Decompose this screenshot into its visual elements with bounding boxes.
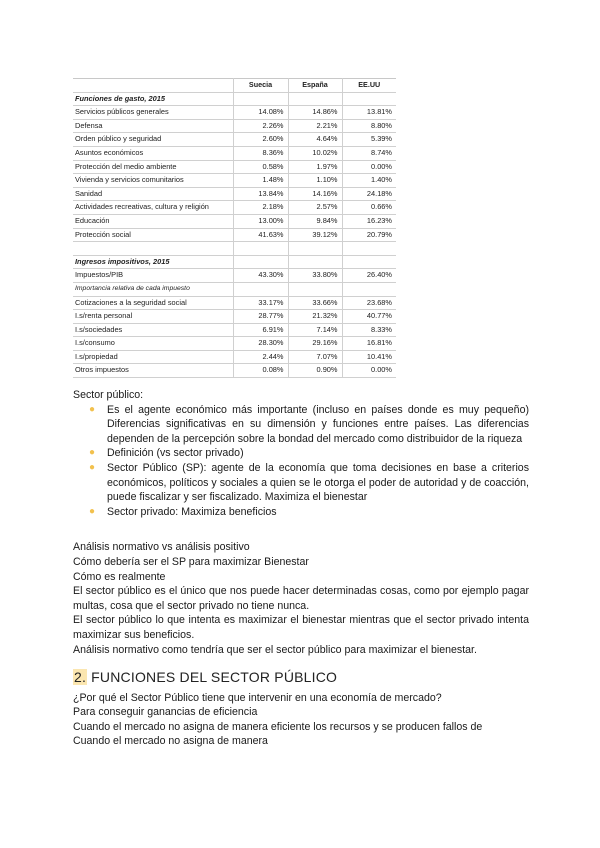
paragraph-line: Cómo debería ser el SP para maximizar Bienestar — [73, 555, 309, 568]
value-cell — [288, 255, 342, 269]
header-cell-blank — [73, 79, 233, 93]
value-cell: 2.26% — [233, 119, 288, 133]
row-label-cell: Servicios públicos generales — [73, 106, 233, 120]
value-cell: 13.00% — [233, 214, 288, 228]
value-cell: 14.86% — [288, 106, 342, 120]
value-cell: 28.77% — [233, 310, 288, 324]
row-label-cell: I.s/propiedad — [73, 350, 233, 364]
row-label-cell: Sanidad — [73, 187, 233, 201]
bullet-icon: ● — [89, 447, 96, 459]
value-cell: 14.08% — [233, 106, 288, 120]
expenditure-revenue-table — [73, 78, 396, 378]
table-row — [73, 323, 396, 337]
value-cell — [233, 255, 288, 269]
value-cell: 4.64% — [288, 133, 342, 147]
row-label-cell: Actividades recreativas, cultura y religión — [73, 201, 233, 215]
table-row — [73, 174, 396, 188]
table-row — [73, 269, 396, 283]
paragraph-line: Análisis normativo vs análisis positivo — [73, 541, 250, 554]
section-title: FUNCIONES DEL SECTOR PÚBLICO — [91, 669, 338, 686]
value-cell: 2.60% — [233, 133, 288, 147]
section-heading — [73, 670, 529, 685]
value-cell: 6.91% — [233, 323, 288, 337]
table-row — [73, 310, 396, 324]
row-label-cell: Asuntos económicos — [73, 146, 233, 160]
row-label-cell: Vivienda y servicios comunitarios — [73, 174, 233, 188]
table-row — [73, 187, 396, 201]
table-row — [73, 296, 396, 310]
table-row — [73, 92, 396, 106]
bullet-icon: ● — [89, 505, 96, 517]
sector-publico-list — [73, 403, 529, 520]
value-cell — [233, 92, 288, 106]
row-label-cell: Protección del medio ambiente — [73, 160, 233, 174]
value-cell — [342, 255, 396, 269]
value-cell — [288, 242, 342, 256]
value-cell: 1.10% — [288, 174, 342, 188]
value-cell: 0.00% — [342, 364, 396, 378]
value-cell: 2.44% — [233, 350, 288, 364]
value-cell: 0.00% — [342, 160, 396, 174]
value-cell: 16.81% — [342, 337, 396, 351]
value-cell: 21.32% — [288, 310, 342, 324]
value-cell — [233, 282, 288, 296]
value-cell: 8.33% — [342, 323, 396, 337]
row-label-cell: Orden público y seguridad — [73, 133, 233, 147]
value-cell: 39.12% — [288, 228, 342, 242]
bullet-icon: ● — [89, 403, 96, 415]
header-cell: España — [288, 79, 342, 93]
paragraph-line: Cómo es realmente — [73, 570, 166, 583]
table-row — [73, 350, 396, 364]
list-item: ● Es el agente económico más importante (incluso en países donde es muy pequeño) Diferencias significativas en su dimensión y funciones entre países. Las diferencias dependen de la percepción sobre la bondad del mercado como distribuidor de la riqueza — [89, 403, 529, 445]
row-label-cell: Importancia relativa de cada impuesto — [73, 282, 233, 296]
row-label-cell: Cotizaciones a la seguridad social — [73, 296, 233, 310]
paragraph-line: Análisis normativo como tendría que ser el sector público para maximizar el bienestar. — [73, 643, 477, 656]
header-cell: Suecia — [233, 79, 288, 93]
value-cell — [342, 242, 396, 256]
row-label-cell: I.s/renta personal — [73, 310, 233, 324]
value-cell: 1.97% — [288, 160, 342, 174]
list-item: ● Sector Público (SP): agente de la economía que toma decisiones en base a criterios económicos, políticos y sociales a quien se le otorga el poder de autoridad y de coacción, puede fiscalizar y ser fiscalizado. Maximiza el bienestar — [89, 461, 529, 504]
value-cell: 1.40% — [342, 174, 396, 188]
value-cell: 10.02% — [288, 146, 342, 160]
paragraph-line: El sector público es el único que nos puede hacer determinadas cosas, como por ejemplo pagar multas, cosa que el sector privado no tiene nunca. — [73, 585, 529, 612]
value-cell: 7.07% — [288, 350, 342, 364]
value-cell: 2.18% — [233, 201, 288, 215]
value-cell: 2.57% — [288, 201, 342, 215]
value-cell: 16.23% — [342, 214, 396, 228]
row-label-cell: Ingresos impositivos, 2015 — [73, 255, 233, 269]
value-cell: 40.77% — [342, 310, 396, 324]
section-number: 2. — [74, 669, 87, 686]
value-cell: 5.39% — [342, 133, 396, 147]
value-cell: 8.80% — [342, 119, 396, 133]
value-cell: 28.30% — [233, 337, 288, 351]
value-cell: 2.21% — [288, 119, 342, 133]
table-row — [73, 201, 396, 215]
value-cell: 33.80% — [288, 269, 342, 283]
value-cell: 0.90% — [288, 364, 342, 378]
paragraph-line: Cuando el mercado no asigna de manera eficiente los recursos y se producen fallos de — [73, 720, 483, 733]
table-row — [73, 282, 396, 296]
list-item: ● Sector privado: Maximiza beneficios — [89, 505, 277, 518]
value-cell: 14.16% — [288, 187, 342, 201]
header-cell: EE.UU — [342, 79, 396, 93]
table-row — [73, 364, 396, 378]
value-cell: 41.63% — [233, 228, 288, 242]
value-cell — [288, 92, 342, 106]
value-cell: 26.40% — [342, 269, 396, 283]
table-row — [73, 337, 396, 351]
list-item: ● Definición (vs sector privado) — [89, 447, 244, 460]
row-label-cell: Otros impuestos — [73, 364, 233, 378]
row-label-cell: Impuestos/PIB — [73, 269, 233, 283]
table-row — [73, 214, 396, 228]
value-cell: 8.74% — [342, 146, 396, 160]
sector-publico-title: Sector público: — [73, 389, 144, 401]
table-row — [73, 133, 396, 147]
value-cell: 23.68% — [342, 296, 396, 310]
value-cell: 13.84% — [233, 187, 288, 201]
row-label-cell: Defensa — [73, 119, 233, 133]
value-cell: 1.48% — [233, 174, 288, 188]
value-cell — [342, 92, 396, 106]
table-row — [73, 146, 396, 160]
row-label-cell: Funciones de gasto, 2015 — [73, 92, 233, 106]
document-body — [73, 388, 529, 749]
value-cell: 20.79% — [342, 228, 396, 242]
value-cell: 24.18% — [342, 187, 396, 201]
value-cell: 10.41% — [342, 350, 396, 364]
value-cell: 43.30% — [233, 269, 288, 283]
table-header-row — [73, 79, 396, 93]
value-cell: 9.84% — [288, 214, 342, 228]
table-row — [73, 119, 396, 133]
value-cell: 29.16% — [288, 337, 342, 351]
value-cell: 33.17% — [233, 296, 288, 310]
row-label-cell: Educación — [73, 214, 233, 228]
value-cell: 13.81% — [342, 106, 396, 120]
paragraph-line: ¿Por qué el Sector Público tiene que intervenir en una economía de mercado? — [73, 691, 442, 704]
value-cell: 8.36% — [233, 146, 288, 160]
data-table-image — [73, 78, 396, 378]
row-label-cell: I.s/sociedades — [73, 323, 233, 337]
value-cell: 7.14% — [288, 323, 342, 337]
table-row — [73, 255, 396, 269]
table-row — [73, 160, 396, 174]
row-label-cell — [73, 242, 233, 256]
paragraph-line: Para conseguir ganancias de eficiencia — [73, 706, 258, 719]
value-cell: 0.58% — [233, 160, 288, 174]
value-cell — [288, 282, 342, 296]
paragraph-line: El sector público lo que intenta es maximizar el bienestar mientras que el sector privado intenta maximizar sus beneficios. — [73, 614, 529, 641]
bullet-icon: ● — [89, 461, 96, 473]
table-row — [73, 106, 396, 120]
value-cell: 33.66% — [288, 296, 342, 310]
paragraph-line: Cuando el mercado no asigna de manera — [73, 735, 268, 748]
value-cell: 0.08% — [233, 364, 288, 378]
table-row — [73, 242, 396, 256]
row-label-cell: Protección social — [73, 228, 233, 242]
value-cell: 0.66% — [342, 201, 396, 215]
table-row — [73, 228, 396, 242]
value-cell — [233, 242, 288, 256]
value-cell — [342, 282, 396, 296]
row-label-cell: I.s/consumo — [73, 337, 233, 351]
